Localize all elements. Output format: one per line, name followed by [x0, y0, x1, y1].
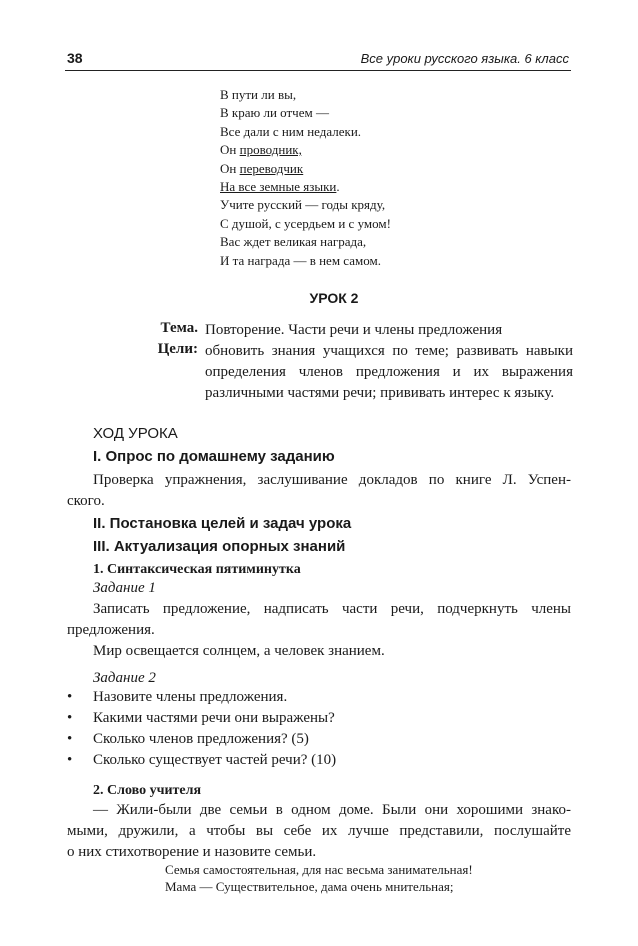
course-heading: ХОД УРОКА [93, 425, 178, 442]
lesson-title: УРОК 2 [309, 290, 359, 306]
paragraph-line: Записать предложение, надписать части речи, подчеркнуть члены [93, 601, 571, 617]
paragraph-line: о них стихотворение и назовите семьи. [67, 844, 317, 860]
poem-line: Учите русский — годы кряду, [220, 197, 386, 213]
poem [220, 86, 391, 270]
list-item: Сколько существует частей речи? (10) [93, 752, 337, 768]
list-item: Какими частями речи они выражены? [93, 710, 335, 726]
topic-text: Повторение. Части речи и члены предложения [205, 322, 503, 338]
example-sentence: Мир освещается солнцем, а человек знанием. [93, 643, 385, 659]
poem-line: В пути ли вы, [220, 87, 297, 102]
list-item: Назовите члены предложения. [93, 689, 288, 705]
underlined-phrase: На все земные языки [220, 179, 337, 195]
section-heading-2: II. Постановка целей и задач урока [93, 515, 352, 532]
running-header-title: Все уроки русского языка. 6 класс [360, 51, 569, 66]
poem-line [220, 160, 391, 178]
bullet: • [67, 710, 73, 726]
paragraph-line: мыми, дружили, а чтобы вы себе их лучше представили, послушайте [67, 823, 571, 839]
goals-text: обновить знания учащихся по теме; развивать навыки определения членов предложения и их выражения различными частями речи; прививать интерес к языку. [205, 343, 573, 401]
verse-line: Семья самостоятельная, для нас весьма занимательная! [165, 862, 473, 877]
paragraph-line: Проверка упражнения, заслушивание докладов по книге Л. Успен- [93, 472, 571, 488]
bullet: • [67, 731, 73, 747]
section-heading-1: I. Опрос по домашнему заданию [93, 448, 335, 465]
page-number: 38 [67, 50, 83, 66]
verse-line: Мама — Существительное, дама очень мнительная; [165, 879, 454, 894]
subsection-heading-1: 1. Синтаксическая пятиминутка [93, 562, 301, 577]
poem-line [220, 178, 391, 196]
underlined-word: проводник, [239, 142, 302, 158]
poem-line: И та награда — в нем самом. [220, 252, 381, 268]
poem-line: Все дали с ним недалеки. [220, 123, 362, 139]
list-item: Сколько членов предложения? (5) [93, 731, 309, 747]
poem-line: В краю ли отчем — [220, 105, 329, 121]
goals-label: Цели: [157, 341, 198, 357]
paragraph-line: предложения. [67, 622, 155, 638]
topic-label: Тема. [160, 320, 198, 336]
bullet: • [67, 689, 73, 705]
paragraph-line: ского. [67, 493, 105, 509]
subsection-heading-2: 2. Слово учителя [93, 783, 202, 798]
bullet: • [67, 752, 73, 768]
poem-text: . [336, 179, 340, 195]
header-divider [65, 70, 571, 71]
task-label-2: Задание 2 [93, 670, 156, 686]
poem-text: Он [220, 160, 240, 176]
section-heading-3: III. Актуализация опорных знаний [93, 538, 346, 555]
underlined-word: переводчик [239, 160, 304, 176]
paragraph-line: — Жили-были две семьи в одном доме. Были они хорошими знако- [93, 802, 571, 818]
poem-text: Он [220, 142, 240, 158]
poem-line: Вас ждет великая награда, [220, 234, 367, 250]
poem-line [220, 141, 391, 159]
task-label-1: Задание 1 [93, 580, 156, 596]
poem-line: С душой, с усердьем и с умом! [220, 215, 391, 231]
